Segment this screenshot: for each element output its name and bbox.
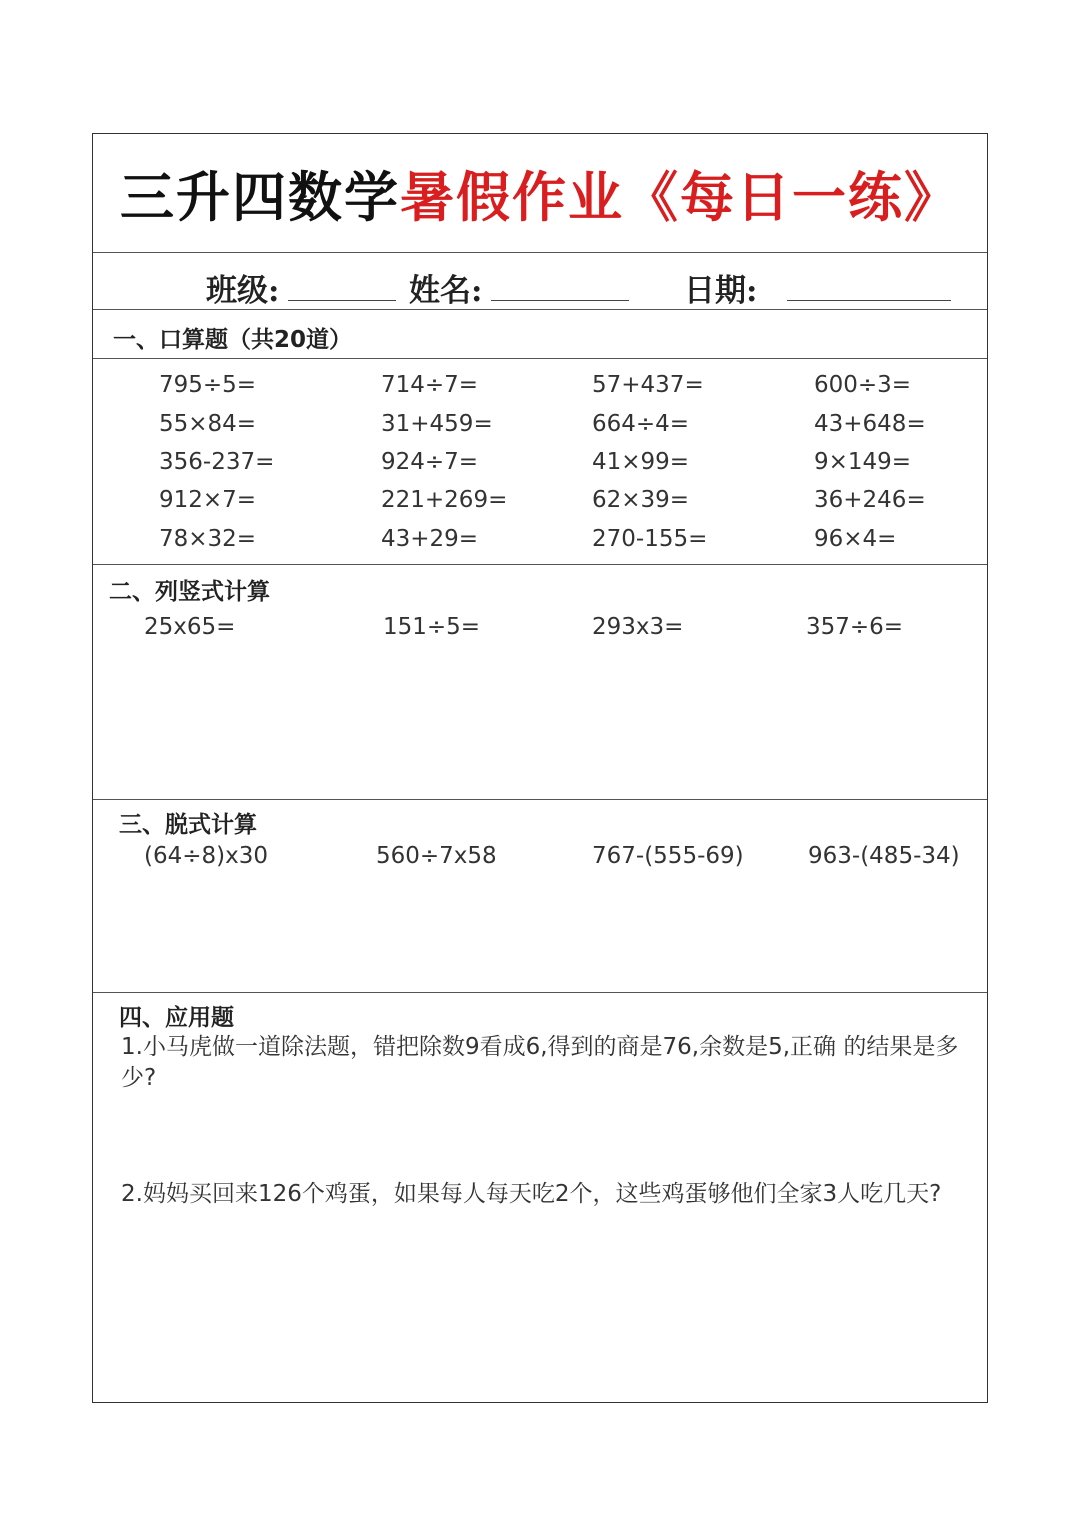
- title-part-grade: 三升四数学: [120, 165, 400, 229]
- mental-math-item: 41×99=: [592, 449, 690, 475]
- date-field[interactable]: [787, 300, 951, 301]
- mental-math-item: 912×7=: [159, 487, 257, 513]
- mental-math-item: 664÷4=: [592, 411, 690, 437]
- name-field[interactable]: [491, 300, 629, 301]
- mental-math-item: 55×84=: [159, 411, 257, 437]
- mental-math-item: 270-155=: [592, 526, 708, 552]
- title-row: [93, 134, 987, 252]
- worksheet-title: [120, 155, 960, 232]
- step-calc-item: 767-(555-69): [592, 843, 744, 869]
- date-label: 日期:: [684, 273, 758, 309]
- mental-math-item: 57+437=: [592, 372, 704, 398]
- mental-math-item: 31+459=: [381, 411, 493, 437]
- vertical-calc-item: 25x65=: [144, 614, 236, 640]
- worksheet: [92, 133, 988, 1403]
- student-info-row: [93, 253, 987, 309]
- section-word-problems-title: 四、应用题: [119, 1005, 234, 1031]
- vertical-calc-item: 293x3=: [592, 614, 684, 640]
- vertical-calc-item: 357÷6=: [806, 614, 904, 640]
- divider: [93, 992, 987, 993]
- mental-math-item: 43+648=: [814, 411, 926, 437]
- divider: [93, 564, 987, 565]
- mental-math-item: 795÷5=: [159, 372, 257, 398]
- section-vertical-calc-title: 二、列竖式计算: [109, 579, 270, 605]
- step-calc-item: 963-(485-34): [808, 843, 960, 869]
- mental-math-item: 78×32=: [159, 526, 257, 552]
- divider: [93, 358, 987, 359]
- section-mental-math-title: 一、口算题（共20道）: [113, 327, 353, 353]
- vertical-calc-item: 151÷5=: [383, 614, 481, 640]
- mental-math-item: 62×39=: [592, 487, 690, 513]
- word-problem: 2.妈妈买回来126个鸡蛋，如果每人每天吃2个，这些鸡蛋够他们全家3人吃几天?: [121, 1181, 942, 1207]
- divider: [93, 309, 987, 310]
- mental-math-item: 600÷3=: [814, 372, 912, 398]
- word-problem: 1.小马虎做一道除法题，错把除数9看成6,得到的商是76,余数是5,正确 的结果是多少?: [121, 1034, 959, 1091]
- mental-math-item: 221+269=: [381, 487, 508, 513]
- mental-math-item: 714÷7=: [381, 372, 479, 398]
- mental-math-item: 36+246=: [814, 487, 926, 513]
- divider: [93, 799, 987, 800]
- mental-math-item: 924÷7=: [381, 449, 479, 475]
- mental-math-item: 96×4=: [814, 526, 897, 552]
- name-label: 姓名:: [409, 273, 483, 309]
- title-part-homework: 暑假作业《每日一练》: [400, 165, 960, 229]
- mental-math-item: 356-237=: [159, 449, 275, 475]
- mental-math-item: 9×149=: [814, 449, 912, 475]
- step-calc-item: 560÷7x58: [376, 843, 497, 869]
- step-calc-item: (64÷8)x30: [144, 843, 268, 869]
- class-field[interactable]: [288, 300, 396, 301]
- class-label: 班级:: [206, 273, 280, 309]
- section-step-calc-title: 三、脱式计算: [119, 812, 257, 838]
- mental-math-item: 43+29=: [381, 526, 479, 552]
